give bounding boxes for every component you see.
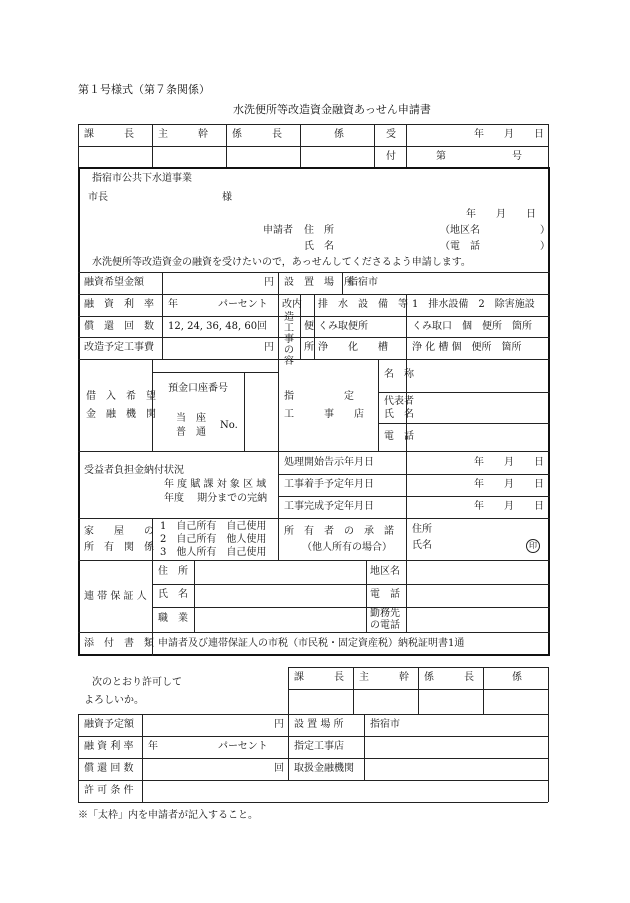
attach-label: 添 付 書 類 [84,638,154,649]
guarantor-address-label: 住 所 [158,566,188,577]
owner-consent-label-1: 所 有 者 の 承 諾 [284,526,394,537]
owner-name-label: 氏名 [412,540,432,551]
contractor-label-1: 指 定 [284,391,354,402]
location-value: 指宿市 [348,277,378,288]
bank-label-1: 借 入 希 望 [86,391,156,402]
contractor-phone-label: 電 話 [384,431,414,442]
house-option-3: 3 他人所有 自己使用 [160,547,267,558]
permit-shukan-header: 主 幹 [359,672,409,683]
contractor-rep-label-1: 代表者 [384,396,414,407]
toilet-label: くみ取便所 [318,321,368,332]
guarantor-district-label: 地区名 [370,566,400,577]
applicant-address-label: 住 所 [304,225,334,236]
work-label-top: 改内 [282,299,302,310]
receipt-label-1: 受 [386,129,396,140]
septic-value: 浄 化 槽 個 便所 箇所 [412,342,522,353]
septic-label: 浄 化 槽 [318,342,388,353]
applicant-district-label: （地区名 ） [440,225,550,236]
guarantor-phone-label: 電 話 [370,589,400,600]
receipt-label-2: 付 [386,151,396,162]
applicant-name-label: 氏 名 [304,241,334,252]
toilet-value: くみ取口 個 便所 箇所 [412,321,532,332]
permit-kacho-header: 課 長 [294,672,344,683]
toilet-label-left: 便 [304,321,314,332]
kakari-header: 係 [334,129,344,140]
bank-label-2: 金 融 機 関 [86,409,156,420]
attach-value: 申請者及び連帯保証人の市税（市民税・固定資産税）納税証明書1通 [158,638,465,649]
kacho-header: 課 長 [84,129,134,140]
house-option-1: 1 自己所有 自己使用 [160,521,267,532]
notice-date-value: 年 月 日 [474,457,544,468]
charge-line-1: 年 度 賦 課 対 象 区 域 [164,479,267,490]
applicant-phone-label: （電 話 ） [440,241,550,252]
notice-date-label: 処理開始告示年月日 [284,457,374,468]
addressee-2: 市長 [88,192,108,203]
guarantor-work-label-1: 勤務先 [370,608,400,619]
application-statement: 水洗便所等改造資金の融資を受けたいので，あっせんしてくださるよう申請します。 [92,257,471,268]
owner-consent-label-2: （他人所有の場合） [302,542,392,553]
start-date-value: 年 月 日 [474,479,544,490]
house-option-2: 2 自己所有 他人使用 [160,534,267,545]
permit-repay-unit: 回 [274,763,284,774]
loan-rate-value: 年 パーセント [168,299,268,310]
charge-line-2: 年度 期分までの完納 [164,493,268,504]
addressee-1: 指宿市公共下水道事業 [92,173,192,184]
permit-location-label: 設 置 場 所 [294,719,344,730]
end-date-value: 年 月 日 [474,501,544,512]
permit-repay-label: 償 還 回 数 [84,763,134,774]
form-number: 第１号様式（第７条関係） [78,83,210,96]
contractor-label-2: 工 事 店 [284,409,364,420]
permit-amount-label: 融資予定額 [84,719,134,730]
permit-text-1: 次のとおり許可して [92,677,182,688]
seal-mark-icon: 印 [526,539,540,553]
septic-label-left: 所 [304,342,314,353]
owner-address-label: 住所 [412,524,432,535]
deposit-label: 預金口座番号 [168,383,228,394]
work-label-vertical: 造工事の容 [284,312,294,367]
contractor-rep-label-2: 氏 名 [384,409,414,420]
form-title: 水洗便所等改造資金融資あっせん申請書 [233,103,431,116]
applicant-label: 申請者 [263,225,293,236]
location-label: 設 置 場 所 [284,277,354,288]
permit-bank-label: 取扱金融機関 [294,763,354,774]
application-date: 年 月 日 [466,209,536,220]
loan-amount-label: 融資希望金額 [84,277,144,288]
footnote: ※「太枠」内を申請者が記入すること。 [78,810,258,821]
permit-rate-label: 融 資 利 率 [84,741,134,752]
work-cost-label: 改造予定工事費 [84,342,154,353]
permit-condition-label: 許 可 条 件 [84,785,134,796]
repay-count-value: 12, 24, 36, 48, 60回 [168,321,268,332]
guarantor-job-label: 職 業 [158,613,188,624]
loan-amount-unit: 円 [264,277,274,288]
start-date-label: 工事着手予定年月日 [284,479,374,490]
permit-contractor-label: 指定工事店 [294,741,344,752]
contractor-name-label: 名 称 [384,369,414,380]
receipt-dai: 第 [436,151,446,162]
account-no-label: No. [220,420,238,431]
work-cost-unit: 円 [264,342,274,353]
repay-count-label: 償 還 回 数 [84,321,154,332]
house-label-1: 家 屋 の [84,526,154,537]
permit-rate-value: 年 パーセント [148,741,268,752]
permit-amount-unit: 円 [274,719,284,730]
drain-label: 排 水 設 備 等 [318,299,408,310]
guarantor-label: 連 帯 保 証 人 [84,591,147,602]
touza-label: 当 座 [176,413,206,424]
charge-status-label: 受益者負担金納付状況 [84,465,184,476]
end-date-label: 工事完成予定年月日 [284,501,374,512]
permit-kakaricho-header: 係 長 [424,672,474,683]
kakaricho-header: 係 長 [232,129,282,140]
shukan-header: 主 幹 [158,129,208,140]
drain-value: 1 排水設備 2 除害施設 [412,299,535,310]
receipt-go: 号 [512,151,522,162]
permit-text-2: よろしいか。 [84,695,144,706]
permit-location-value: 指宿市 [370,719,400,730]
futsu-label: 普 通 [176,427,206,438]
house-label-2: 所 有 関 係 [84,542,154,553]
guarantor-work-label-2: の電話 [370,620,400,631]
addressee-sama: 様 [222,192,232,203]
guarantor-name-label: 氏 名 [158,589,188,600]
loan-rate-label: 融 資 利 率 [84,299,154,310]
permit-kakari-header: 係 [512,672,522,683]
receipt-date: 年 月 日 [474,129,544,140]
